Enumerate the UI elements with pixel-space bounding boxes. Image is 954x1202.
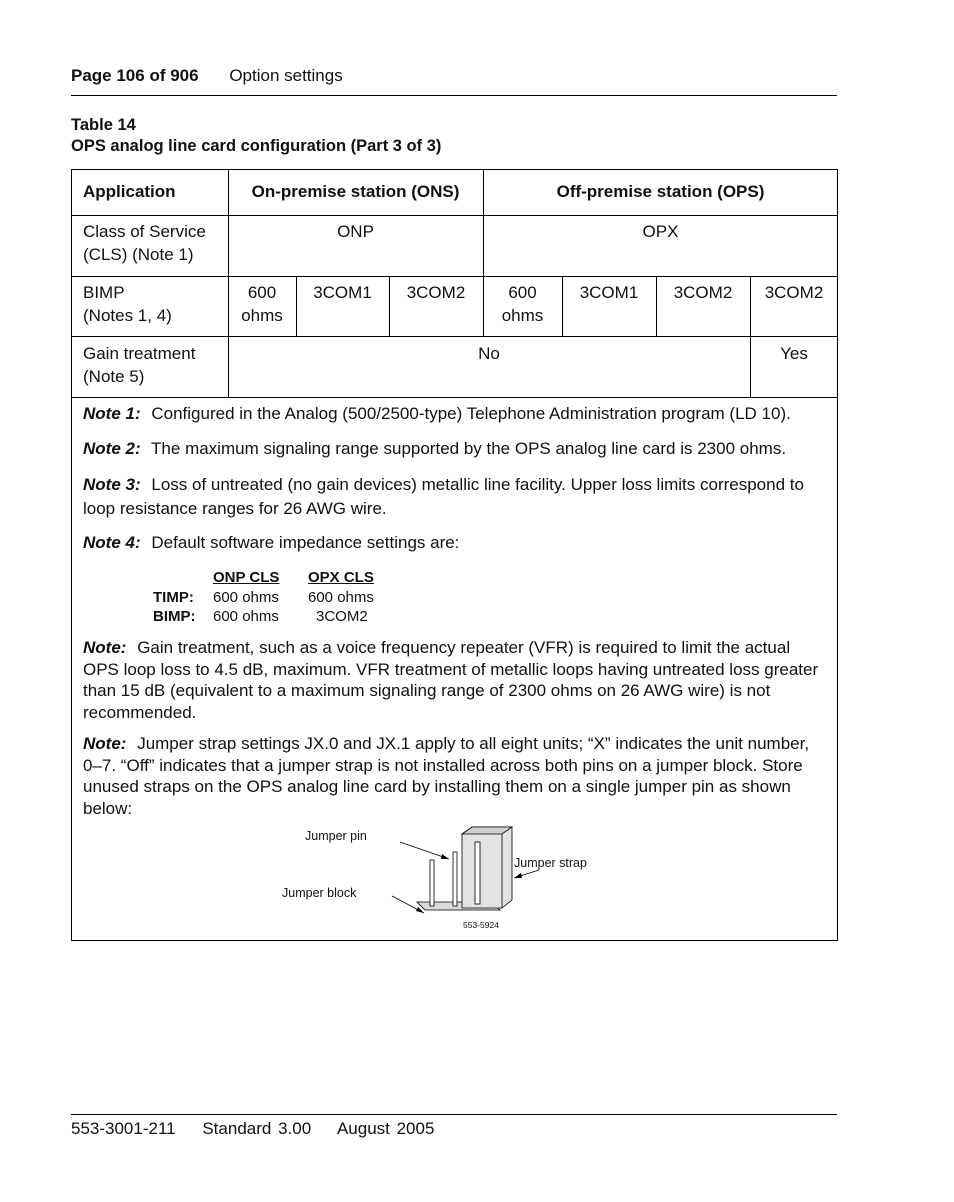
note-1 [83, 403, 828, 425]
jumper-figure [272, 820, 612, 938]
gain-label [83, 342, 195, 388]
publish-date: August 2005 [336, 1119, 435, 1138]
jumper-pin-label: Jumper pin [305, 829, 367, 843]
impedance-col-onp: ONP CLS [213, 569, 280, 586]
impedance-row-label: TIMP: [153, 589, 194, 606]
standard-version: Standard 3.00 [202, 1119, 312, 1138]
bimp-value [483, 281, 562, 327]
doc-number: 553-3001-211 [71, 1119, 176, 1138]
table-number: Table 14 [71, 116, 136, 134]
bimp-label-line1: BIMP [83, 283, 125, 302]
row-divider [72, 215, 837, 216]
impedance-value: 600 ohms [213, 589, 279, 606]
bimp-value: 3COM2 [764, 283, 824, 302]
jumper-strap-label: Jumper strap [514, 856, 587, 870]
bimp-value [228, 281, 296, 327]
row-divider [72, 276, 837, 277]
gain-label-line1: Gain treatment [83, 344, 196, 363]
impedance-value: 3COM2 [316, 608, 368, 625]
bimp-label-line2: (Notes 1, 4) [83, 306, 172, 325]
page-number: Page 106 of 906 [71, 66, 199, 85]
jumper-block-label: Jumper block [282, 886, 357, 900]
bimp-label [83, 281, 172, 327]
config-table [71, 169, 838, 941]
impedance-col-opx: OPX CLS [308, 569, 374, 586]
page-header [71, 66, 343, 86]
note-text: Default software impedance settings are: [151, 533, 460, 552]
bimp-value: 3COM1 [313, 283, 372, 302]
gain-yes-value: Yes [780, 344, 808, 363]
header-application: Application [83, 182, 176, 201]
row-divider [72, 397, 837, 398]
impedance-value: 600 ohms [308, 589, 374, 606]
figure-id: 553-5924 [463, 920, 499, 930]
note-label: Note 1: [83, 404, 141, 423]
bimp-value: 3COM2 [673, 283, 733, 302]
note-text: Gain treatment, such as a voice frequency repeater (VFR) is required to limit the actual OPS loop loss to 4.5 dB, maximum. VFR treatment of metallic loops having untreated loss greater than 15 dB (equivalent to a maximum signaling range of 2300 ohms on 26 AWG wire) is not recommended. [83, 638, 819, 722]
header-ons: On-premise station (ONS) [251, 182, 460, 201]
note-label: Note 2: [83, 439, 141, 458]
note-text: The maximum signaling range supported by the OPS analog line card is 2300 ohms. [151, 439, 787, 458]
impedance-row-label: BIMP: [153, 608, 196, 625]
bimp-value: 3COM2 [406, 283, 466, 302]
note-text: Jumper strap settings JX.0 and JX.1 apply to all eight units; “X” indicates the unit number, 0–7. “Off” indicates that a jumper strap is not installed across both pins on a jumper block. Store unused straps on the OPS analog line card by installing them on a single jumper pin as shown below: [83, 734, 810, 818]
header-ops: Off-premise station (OPS) [556, 182, 765, 201]
note-label: Note 4: [83, 533, 141, 552]
table-title: OPS analog line card configuration (Part 3 of 3) [71, 137, 442, 155]
note-gain-treatment [83, 637, 828, 723]
bimp-value-line: 600 [508, 283, 537, 302]
cls-label [83, 220, 206, 266]
note-3 [83, 473, 828, 521]
gain-no-value: No [478, 344, 500, 363]
row-divider [72, 336, 837, 337]
bimp-value-line: 600 [247, 283, 277, 302]
header-rule [71, 95, 837, 96]
cls-label-line1: Class of Service [83, 222, 206, 241]
bimp-value: 3COM1 [579, 283, 639, 302]
note-text: Loss of untreated (no gain devices) metallic line facility. Upper loss limits correspond to loop resistance ranges for 26 AWG wire. [83, 475, 804, 518]
bimp-value-line: ohms [241, 306, 283, 325]
gain-label-line2: (Note 5) [83, 367, 145, 386]
section-title: Option settings [229, 66, 343, 85]
note-2 [83, 438, 828, 460]
cls-ons-value: ONP [337, 222, 374, 241]
note-label: Note: [83, 638, 127, 657]
note-text: Configured in the Analog (500/2500-type) Telephone Administration program (LD 10). [151, 404, 791, 423]
cls-ops-value: OPX [642, 222, 679, 241]
cls-label-line2: (CLS) (Note 1) [83, 245, 194, 264]
note-4 [83, 532, 828, 554]
table-caption [71, 115, 441, 157]
footer-rule [71, 1114, 837, 1115]
bimp-value-line: ohms [501, 306, 544, 325]
note-label: Note: [83, 734, 127, 753]
note-jumper-strap [83, 733, 828, 819]
impedance-value: 600 ohms [213, 608, 279, 625]
note-label: Note 3: [83, 475, 141, 494]
page-footer [71, 1119, 454, 1139]
